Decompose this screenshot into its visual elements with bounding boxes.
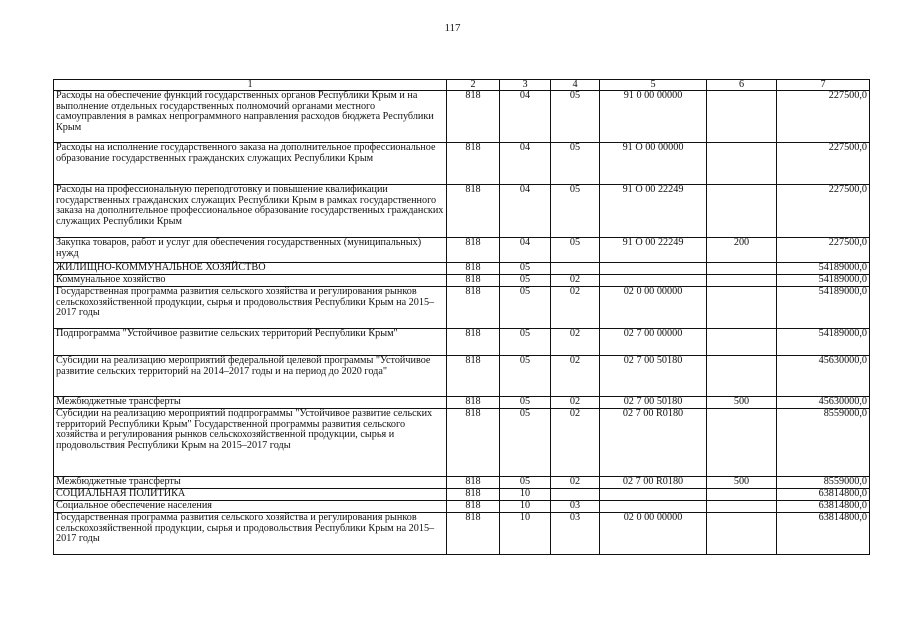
row-subsection: 02 (551, 477, 600, 489)
row-name: Расходы на обеспечение функций государственных органов Республики Крым и на выполнение отдельных государственных полномочий органами местного самоуправления в рамках непрограммного направления расходов бюджета Республики Крым (54, 91, 447, 143)
row-target (600, 275, 707, 287)
table-row (54, 489, 870, 501)
row-target (600, 501, 707, 513)
row-ministry: 818 (447, 329, 500, 356)
row-name: Государственная программа развития сельского хозяйства и регулирования рынков сельскохозяйственной продукции, сырья и продовольствия Республики Крым на 2015–2017 годы (54, 513, 447, 555)
row-target (600, 489, 707, 501)
table-row (54, 91, 870, 143)
row-type: 500 (707, 477, 777, 489)
row-target: 91 О 00 00000 (600, 143, 707, 185)
row-type (707, 501, 777, 513)
row-amount: 227500,0 (777, 185, 870, 238)
row-amount: 227500,0 (777, 143, 870, 185)
row-amount: 54189000,0 (777, 263, 870, 275)
table-row (54, 275, 870, 287)
row-target: 91 О 00 22249 (600, 185, 707, 238)
row-name: Закупка товаров, работ и услуг для обеспечения государственных (муниципальных) нужд (54, 238, 447, 263)
row-target: 02 7 00 00000 (600, 329, 707, 356)
row-amount: 63814800,0 (777, 489, 870, 501)
row-section: 05 (500, 409, 551, 477)
row-ministry: 818 (447, 356, 500, 397)
row-subsection: 02 (551, 329, 600, 356)
header-cell: 4 (551, 80, 600, 91)
row-ministry: 818 (447, 238, 500, 263)
row-target: 02 7 00 R0180 (600, 477, 707, 489)
row-section: 04 (500, 91, 551, 143)
row-name: Расходы на профессиональную переподготовку и повышение квалификации государственных гражданских служащих Республики Крым в рамках государственного заказа на дополнительное профессиональное образование государственных гражданских служащих Республики Крым (54, 185, 447, 238)
row-amount: 54189000,0 (777, 287, 870, 329)
row-type (707, 275, 777, 287)
row-section: 10 (500, 513, 551, 555)
row-subsection: 05 (551, 238, 600, 263)
row-amount: 227500,0 (777, 238, 870, 263)
table-row (54, 263, 870, 275)
table-row (54, 329, 870, 356)
row-ministry: 818 (447, 489, 500, 501)
row-name: Коммунальное хозяйство (54, 275, 447, 287)
row-subsection: 05 (551, 91, 600, 143)
row-ministry: 818 (447, 143, 500, 185)
table-row (54, 409, 870, 477)
row-target: 91 О 00 22249 (600, 238, 707, 263)
row-subsection (551, 489, 600, 501)
row-ministry: 818 (447, 477, 500, 489)
budget-table (53, 79, 870, 555)
row-amount: 54189000,0 (777, 275, 870, 287)
row-amount: 227500,0 (777, 91, 870, 143)
header-cell: 6 (707, 80, 777, 91)
header-row (54, 80, 870, 91)
row-section: 05 (500, 356, 551, 397)
row-subsection: 02 (551, 287, 600, 329)
row-section: 04 (500, 238, 551, 263)
header-cell: 1 (54, 80, 447, 91)
header-cell: 7 (777, 80, 870, 91)
row-section: 05 (500, 397, 551, 409)
row-amount: 63814800,0 (777, 501, 870, 513)
row-type (707, 489, 777, 501)
row-ministry: 818 (447, 287, 500, 329)
row-amount: 45630000,0 (777, 356, 870, 397)
row-target: 02 7 00 50180 (600, 397, 707, 409)
row-target: 02 7 00 50180 (600, 356, 707, 397)
table-row (54, 287, 870, 329)
row-amount: 8559000,0 (777, 477, 870, 489)
row-ministry: 818 (447, 91, 500, 143)
row-ministry: 818 (447, 409, 500, 477)
row-target: 02 7 00 R0180 (600, 409, 707, 477)
row-subsection: 02 (551, 397, 600, 409)
row-subsection: 05 (551, 185, 600, 238)
table-row (54, 185, 870, 238)
row-ministry: 818 (447, 275, 500, 287)
row-name: ЖИЛИЩНО-КОММУНАЛЬНОЕ ХОЗЯЙСТВО (54, 263, 447, 275)
row-type: 500 (707, 397, 777, 409)
row-subsection: 02 (551, 275, 600, 287)
row-subsection (551, 263, 600, 275)
row-target: 91 0 00 00000 (600, 91, 707, 143)
row-name: Межбюджетные трансферты (54, 397, 447, 409)
row-subsection: 03 (551, 513, 600, 555)
row-amount: 45630000,0 (777, 397, 870, 409)
row-name: СОЦИАЛЬНАЯ ПОЛИТИКА (54, 489, 447, 501)
row-name: Социальное обеспечение населения (54, 501, 447, 513)
row-subsection: 05 (551, 143, 600, 185)
row-amount: 63814800,0 (777, 513, 870, 555)
table-row (54, 501, 870, 513)
row-section: 10 (500, 489, 551, 501)
page-number: 117 (444, 22, 461, 34)
row-name: Государственная программа развития сельского хозяйства и регулирования рынков сельскохозяйственной продукции, сырья и продовольствия Республики Крым на 2015–2017 годы (54, 287, 447, 329)
row-ministry: 818 (447, 185, 500, 238)
row-ministry: 818 (447, 513, 500, 555)
row-section: 05 (500, 329, 551, 356)
table-row (54, 143, 870, 185)
row-name: Субсидии на реализацию мероприятий подпрограммы "Устойчивое развитие сельских территорий Республики Крым" Государственной программы развития сельского хозяйства и регулирования рынков сельскохозяйственной продукции, сырья и продовольствия Республики Крым на 2015–2017 годы (54, 409, 447, 477)
header-cell: 5 (600, 80, 707, 91)
row-subsection: 03 (551, 501, 600, 513)
table-row (54, 477, 870, 489)
row-section: 04 (500, 185, 551, 238)
row-name: Подпрограмма "Устойчивое развитие сельских территорий Республики Крым" (54, 329, 447, 356)
table-row (54, 397, 870, 409)
row-target: 02 0 00 00000 (600, 287, 707, 329)
row-section: 05 (500, 287, 551, 329)
row-subsection: 02 (551, 356, 600, 397)
row-section: 05 (500, 263, 551, 275)
row-target: 02 0 00 00000 (600, 513, 707, 555)
row-section: 10 (500, 501, 551, 513)
table-row (54, 238, 870, 263)
row-type (707, 143, 777, 185)
table-row (54, 513, 870, 555)
row-target (600, 263, 707, 275)
row-amount: 54189000,0 (777, 329, 870, 356)
table-row (54, 356, 870, 397)
row-section: 05 (500, 275, 551, 287)
row-name: Субсидии на реализацию мероприятий федеральной целевой программы "Устойчивое развитие сельских территорий на 2014–2017 годы и на период до 2020 года" (54, 356, 447, 397)
row-ministry: 818 (447, 501, 500, 513)
row-name: Межбюджетные трансферты (54, 477, 447, 489)
row-type (707, 287, 777, 329)
row-section: 05 (500, 477, 551, 489)
row-section: 04 (500, 143, 551, 185)
header-cell: 2 (447, 80, 500, 91)
row-type (707, 263, 777, 275)
row-subsection: 02 (551, 409, 600, 477)
row-type (707, 185, 777, 238)
header-cell: 3 (500, 80, 551, 91)
row-ministry: 818 (447, 263, 500, 275)
row-type (707, 356, 777, 397)
row-type (707, 409, 777, 477)
row-type: 200 (707, 238, 777, 263)
row-ministry: 818 (447, 397, 500, 409)
row-name: Расходы на исполнение государственного заказа на дополнительное профессиональное образование государственных гражданских служащих Республики Крым (54, 143, 447, 185)
row-amount: 8559000,0 (777, 409, 870, 477)
row-type (707, 329, 777, 356)
row-type (707, 513, 777, 555)
row-type (707, 91, 777, 143)
